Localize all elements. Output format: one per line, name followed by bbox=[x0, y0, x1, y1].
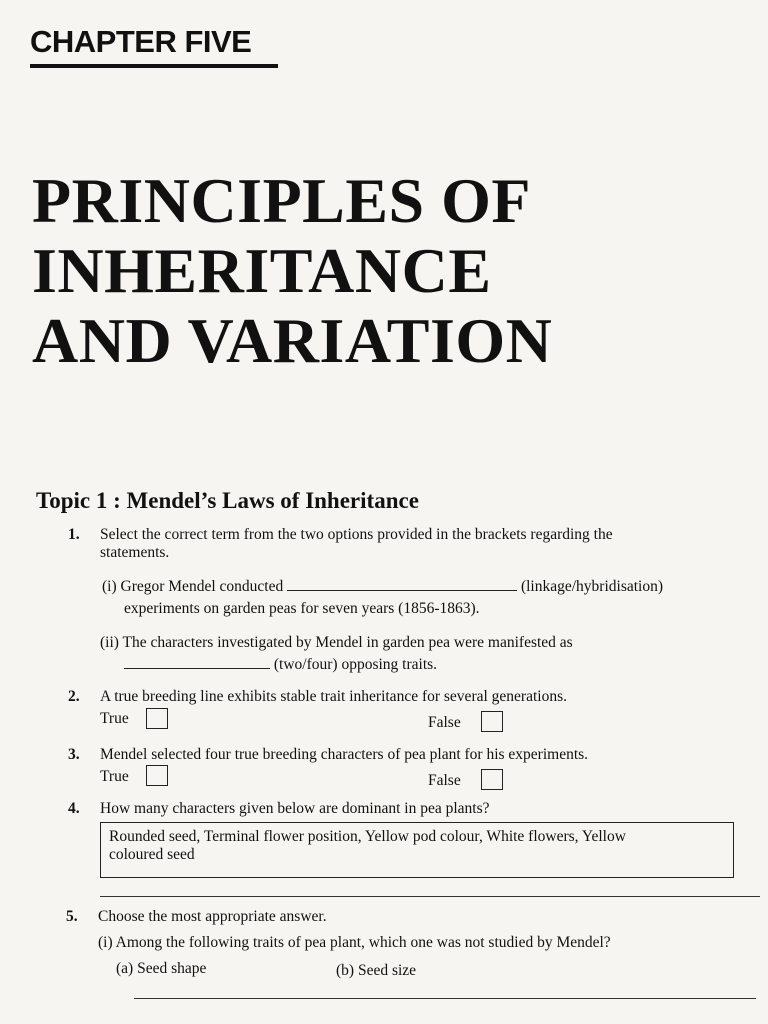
q4-text: How many characters given below are dominant in pea plants? bbox=[100, 800, 490, 817]
q5-number: 5. bbox=[66, 908, 78, 925]
chapter-title bbox=[32, 166, 552, 376]
q1-sub-ii-line-2 bbox=[124, 656, 437, 674]
q1-sub-ii-options: (two/four) opposing traits. bbox=[273, 656, 438, 673]
chapter-underline bbox=[30, 64, 278, 68]
q3-true-checkbox[interactable] bbox=[146, 765, 168, 786]
q2-number: 2. bbox=[68, 688, 80, 705]
q3-true-label: True bbox=[100, 768, 129, 785]
q1-text bbox=[100, 526, 740, 562]
q1-sub-i-options: (linkage/hybridisation) bbox=[520, 578, 664, 595]
q5-sub-i: (i) Among the following traits of pea plant, which one was not studied by Mendel? bbox=[98, 934, 611, 951]
q1-sub-i bbox=[102, 578, 663, 596]
q3-false-checkbox[interactable] bbox=[481, 769, 503, 790]
chapter-title-line-2: INHERITANCE bbox=[32, 235, 492, 306]
q4-box-line-1: Rounded seed, Terminal flower position, Yellow pod colour, White flowers, Yellow bbox=[109, 828, 626, 845]
q2-true-checkbox[interactable] bbox=[146, 708, 168, 729]
q1-sub-i-line-2: experiments on garden peas for seven years (1856-1863). bbox=[124, 600, 480, 617]
q1-sub-i-blank[interactable] bbox=[287, 578, 517, 591]
q1-number: 1. bbox=[68, 526, 80, 543]
q5-text: Choose the most appropriate answer. bbox=[98, 908, 327, 925]
q1-text-line-1: Select the correct term from the two options provided in the brackets regarding the bbox=[100, 526, 613, 543]
q4-box-line-2: coloured seed bbox=[109, 846, 195, 863]
chapter-label: CHAPTER FIVE bbox=[30, 24, 252, 59]
chapter-title-line-3: AND VARIATION bbox=[32, 305, 553, 376]
q1-sub-i-label: (i) Gregor Mendel conducted bbox=[102, 578, 284, 595]
q3-number: 3. bbox=[68, 746, 80, 763]
q5-option-b[interactable]: (b) Seed size bbox=[336, 962, 417, 979]
q1-sub-ii-blank[interactable] bbox=[124, 656, 270, 669]
q4-characters-box bbox=[100, 822, 734, 878]
q2-false-label: False bbox=[428, 714, 461, 731]
q2-true-label: True bbox=[100, 710, 129, 727]
q1-sub-ii-line-1: (ii) The characters investigated by Mendel in garden pea were manifested as bbox=[100, 634, 573, 651]
chapter-title-line-1: PRINCIPLES OF bbox=[32, 165, 531, 236]
q4-number: 4. bbox=[68, 800, 80, 817]
q2-text: A true breeding line exhibits stable trait inheritance for several generations. bbox=[100, 688, 567, 705]
q5-option-a[interactable]: (a) Seed shape bbox=[116, 960, 207, 977]
q4-answer-line[interactable] bbox=[100, 896, 760, 897]
q1-text-line-2: statements. bbox=[100, 544, 170, 561]
q3-text: Mendel selected four true breeding characters of pea plant for his experiments. bbox=[100, 746, 589, 763]
q3-false-label: False bbox=[428, 772, 461, 789]
topic-heading: Topic 1 : Mendel’s Laws of Inheritance bbox=[36, 488, 419, 513]
q5-answer-line[interactable] bbox=[134, 998, 756, 999]
q2-false-checkbox[interactable] bbox=[481, 711, 503, 732]
